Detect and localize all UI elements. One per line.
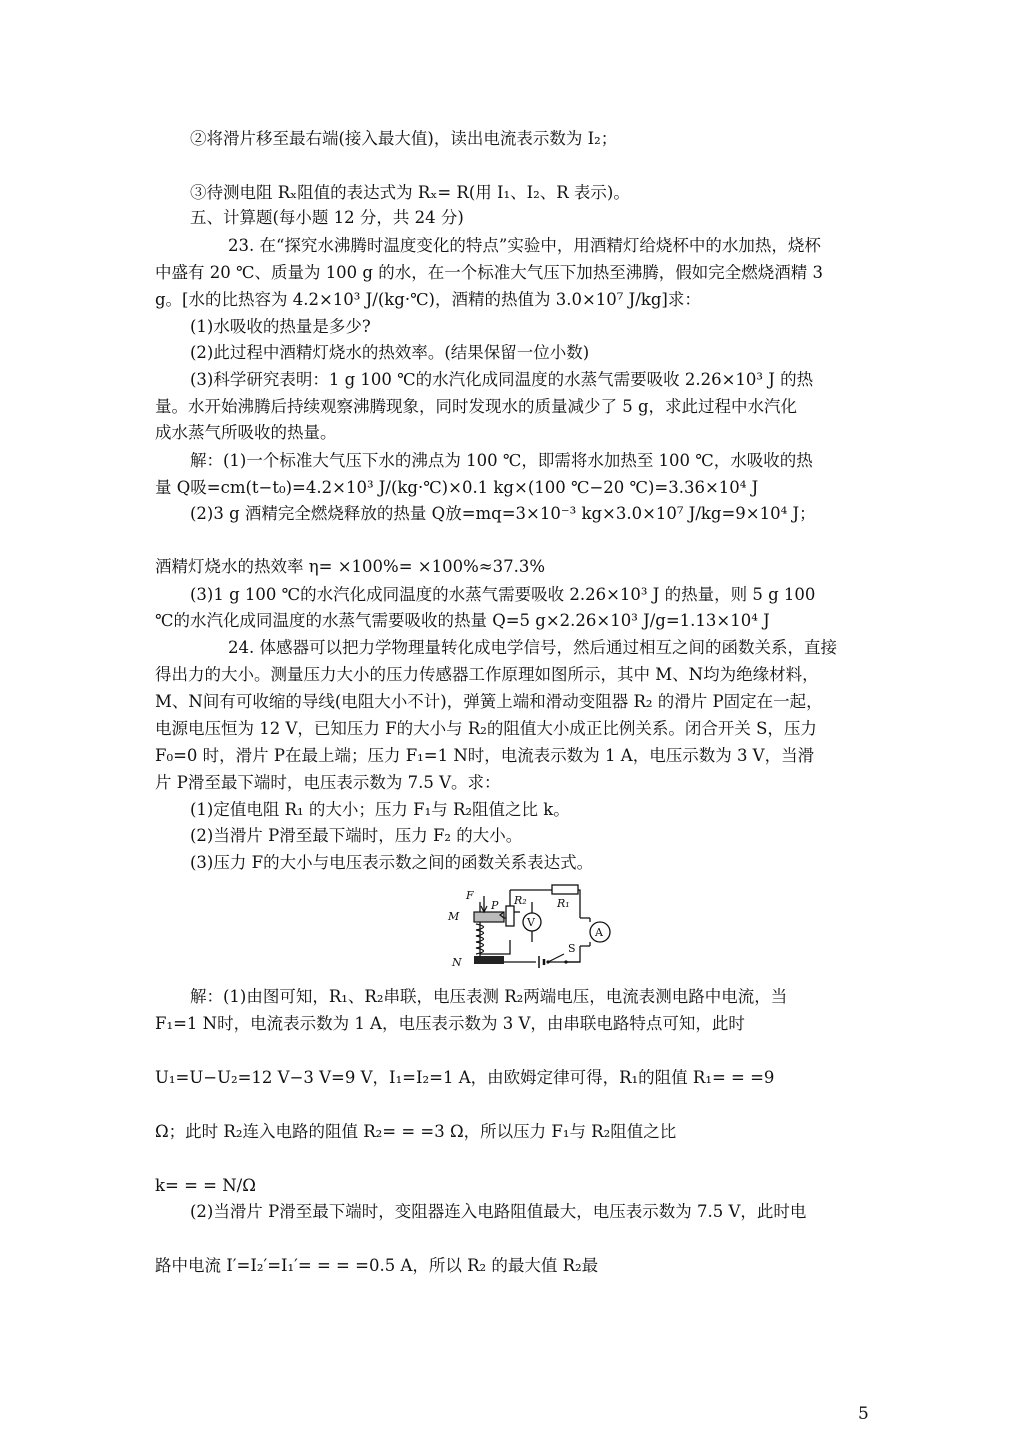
solution-line: (2)当滑片 P滑至最下端时，变阻器连入电路阻值最大，电压表示数为 7.5 V，此时电 <box>190 1202 807 1221</box>
label-M: M <box>448 910 460 923</box>
circuit-diagram <box>440 882 620 974</box>
label-F: F <box>466 889 474 902</box>
solution-line: (3)1 g 100 ℃的水汽化成同温度的水蒸气需要吸收 2.26×10³ J 的热量，则 5 g 100 <box>190 585 816 604</box>
solution-line: 酒精灯烧水的热效率 η= ×100%= ×100%≈37.3% <box>155 557 546 576</box>
solution-line: U₁=U−U₂=12 V−3 V=9 V，I₁=I₂=1 A，由欧姆定律可得，R₁的阻值 R₁= = =9 <box>155 1068 775 1087</box>
voltmeter-label: V <box>527 916 535 929</box>
solution-line: ℃的水汽化成同温度的水蒸气需要吸收的热量 Q=5 g×2.26×10³ J/g=1.13×10⁴ J <box>155 611 770 630</box>
solution-line: 解：(1)由图可知，R₁、R₂串联，电压表测 R₂两端电压，电流表测电路中电流，当 <box>190 987 788 1006</box>
question-23: 23. 在“探究水沸腾时温度变化的特点”实验中，用酒精灯给烧杯中的水加热，烧杯 <box>228 236 821 255</box>
label-P: P <box>491 899 499 912</box>
solution-line: k= = = N/Ω <box>155 1176 256 1195</box>
label-R2: R₂ <box>514 894 527 907</box>
text-line: (1)水吸收的热量是多少? <box>190 317 371 336</box>
switch-label: S <box>568 942 576 955</box>
text-line: 片 P滑至最下端时，电压表示数为 7.5 V。求： <box>155 773 501 792</box>
solution-line: Ω；此时 R₂连入电路的阻值 R₂= = =3 Ω，所以压力 F₁与 R₂阻值之比 <box>155 1122 677 1141</box>
text-line: 量。水开始沸腾后持续观察沸腾现象，同时发现水的质量减少了 5 g，求此过程中水汽化 <box>155 397 798 416</box>
text-line: g。[水的比热容为 4.2×10³ J/(kg·℃)，酒精的热值为 3.0×10⁷ J/kg]求： <box>155 290 701 309</box>
label-R1: R₁ <box>557 897 570 910</box>
text-line: ②将滑片移至最右端(接入最大值)，读出电流表示数为 I₂； <box>190 129 618 148</box>
text-line: 电源电压恒为 12 V，已知压力 F的大小与 R₂的阻值大小成正比例关系。闭合开关 S，压力 <box>155 719 817 738</box>
solution-line: 解：(1)一个标准大气压下水的沸点为 100 ℃，即需将水加热至 100 ℃，水吸收的热 <box>190 451 813 470</box>
text-line: F₀=0 时，滑片 P在最上端；压力 F₁=1 N时，电流表示数为 1 A，电压示数为 3 V，当滑 <box>155 746 815 765</box>
solution-line: 路中电流 I′=I₂′=I₁′= = = =0.5 A，所以 R₂ 的最大值 R₂最 <box>155 1256 599 1275</box>
label-N: N <box>452 956 462 969</box>
solution-line: (2)3 g 酒精完全燃烧释放的热量 Q放=mq=3×10⁻³ kg×3.0×10⁷ J/kg=9×10⁴ J； <box>190 504 816 523</box>
text-line: M、N间有可收缩的导线(电阻大小不计)，弹簧上端和滑动变阻器 R₂ 的滑片 P固定在一起， <box>155 692 823 711</box>
text-line: 成水蒸气所吸收的热量。 <box>155 423 337 442</box>
solution-line: F₁=1 N时，电流表示数为 1 A，电压表示数为 3 V，由串联电路特点可知，此时 <box>155 1014 745 1033</box>
text-line: (3)压力 F的大小与电压表示数之间的函数关系表达式。 <box>190 853 594 872</box>
text-line: (3)科学研究表明：1 g 100 ℃的水汽化成同温度的水蒸气需要吸收 2.26×10³ J 的热 <box>190 370 814 389</box>
text-line: (2)当滑片 P滑至最下端时，压力 F₂ 的大小。 <box>190 826 523 845</box>
text-line: (1)定值电阻 R₁ 的大小；压力 F₁与 R₂阻值之比 k。 <box>190 800 570 819</box>
ammeter-label: A <box>595 926 603 939</box>
page-number: 5 <box>858 1404 869 1424</box>
text-line: 得出力的大小。测量压力大小的压力传感器工作原理如图所示，其中 M、N均为绝缘材料， <box>155 665 819 684</box>
text-line: (2)此过程中酒精灯烧水的热效率。(结果保留一位小数) <box>190 343 590 362</box>
question-24: 24. 体感器可以把力学物理量转化成电学信号，然后通过相互之间的函数关系，直接 <box>228 638 837 657</box>
text-line: ③待测电阻 Rₓ阻值的表达式为 Rₓ= R(用 I₁、I₂、R 表示)。 <box>190 183 630 202</box>
text-line: 中盛有 20 ℃、质量为 100 g 的水，在一个标准大气压下加热至沸腾，假如完全燃烧酒精 3 <box>155 263 823 282</box>
solution-line: 量 Q吸=cm(t−t₀)=4.2×10³ J/(kg·℃)×0.1 kg×(100 ℃−20 ℃)=3.36×10⁴ J <box>155 478 759 497</box>
section-heading: 五、计算题(每小题 12 分，共 24 分) <box>190 208 464 227</box>
